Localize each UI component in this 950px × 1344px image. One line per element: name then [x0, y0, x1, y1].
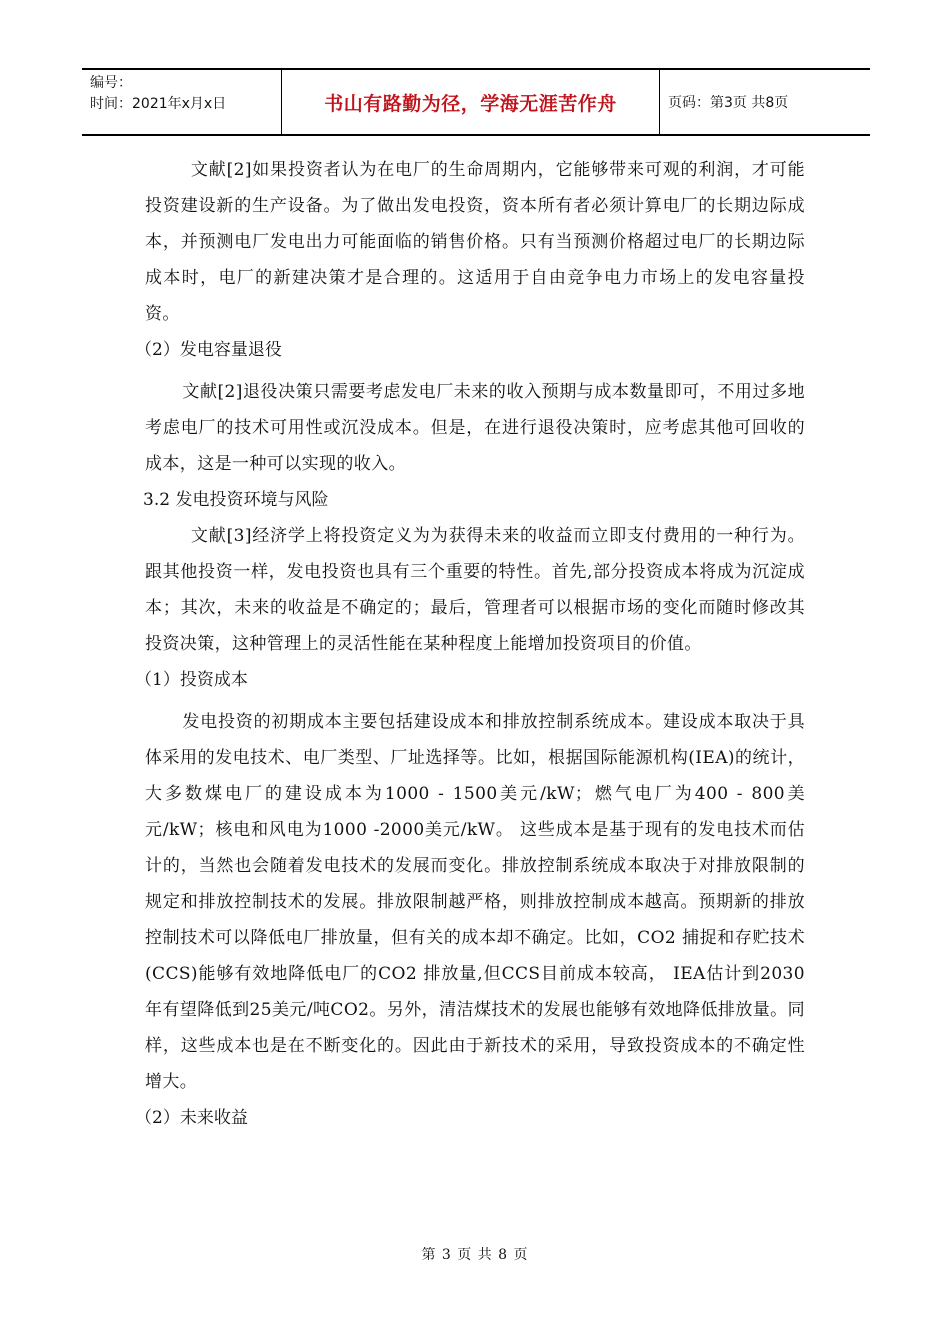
header-page-number: 页码：第3页 共8页 [668, 95, 789, 111]
document-time: 时间：2021年x月x日 [90, 96, 227, 112]
header-meta [82, 70, 282, 134]
document-body [135, 152, 805, 1136]
paragraph: 发电投资的初期成本主要包括建设成本和排放控制系统成本。建设成本取决于具体采用的发电技术、电厂类型、厂址选择等。比如，根据国际能源机构(IEA)的统计，大多数煤电厂的建设成本为1000 - 1500美元/kW；燃气电厂为400 - 800美元/kW；核电和风电为1000 -2000美元/kW。 这些成本是基于现有的发电技术而估计的，当然也会随着发电技术的发展而变化。排放控制系统成本取决于对排放限制的规定和排放控制技术的发展。排放限制越严格，则排放控制成本越高。预期新的排放控制技术可以降低电厂排放量，但有关的成本却不确定。比如，CO2 捕捉和存贮技术(CCS)能够有效地降低电厂的CO2 排放量,但CCS目前成本较高， IEA估计到2030年有望降低到25美元/吨CO2。另外，清洁煤技术的发展也能够有效地降低排放量。同样，这些成本也是在不断变化的。因此由于新技术的采用，导致投资成本的不确定性增大。 [145, 712, 805, 1092]
list-item-heading: （2）发电容量退役 [135, 340, 282, 360]
list-item-heading: （1）投资成本 [135, 670, 248, 690]
paragraph: 文献[3]经济学上将投资定义为为获得未来的收益而立即支付费用的一种行为。跟其他投资一样，发电投资也具有三个重要的特性。首先,部分投资成本将成为沉淀成本；其次，未来的收益是不确定的；最后，管理者可以根据市场的变化而随时修改其投资决策，这种管理上的灵活性能在某种程度上能增加投资项目的价值。 [145, 526, 805, 654]
page-footer: 第 3 页 共 8 页 [421, 1247, 529, 1263]
paragraph: 文献[2]如果投资者认为在电厂的生命周期内，它能够带来可观的利润，才可能投资建设新的生产设备。为了做出发电投资，资本所有者必须计算电厂的长期边际成本，并预测电厂发电出力可能面临的销售价格。只有当预测价格超过电厂的长期边际成本时，电厂的新建决策才是合理的。这适用于自由竞争电力市场上的发电容量投资。 [145, 160, 805, 324]
page-header [82, 68, 870, 136]
document-number: 编号： [90, 75, 132, 91]
section-heading: 3.2 发电投资环境与风险 [143, 490, 329, 510]
paragraph: 文献[2]退役决策只需要考虑发电厂未来的收入预期与成本数量即可，不用过多地考虑电厂的技术可用性或沉没成本。但是，在进行退役决策时，应考虑其他可回收的成本，这是一种可以实现的收入。 [145, 382, 805, 474]
header-motto: 书山有路勤为径，学海无涯苦作舟 [282, 70, 660, 134]
list-item-heading: （2）未来收益 [135, 1108, 248, 1128]
